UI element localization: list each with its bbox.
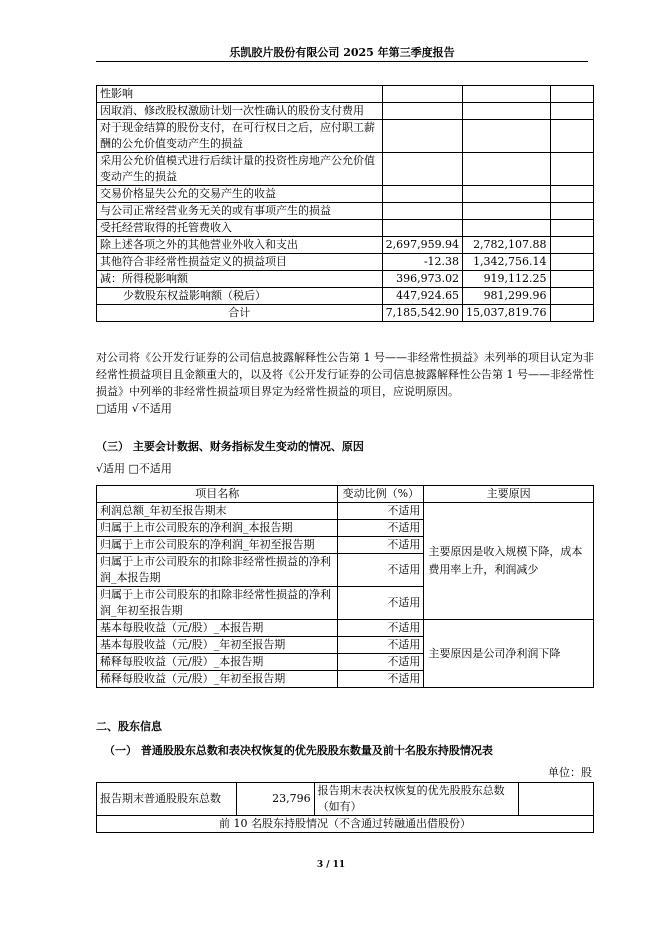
note-applicable: □适用 √不适用 — [96, 402, 172, 415]
item-label: 除上述各项之外的其他营业外收入和支出 — [97, 237, 383, 254]
item-label: 合计 — [97, 305, 383, 322]
ytd-value — [463, 153, 550, 186]
table-row — [97, 86, 594, 103]
ytd-value — [463, 86, 550, 103]
ytd-value — [463, 203, 550, 220]
table-row — [97, 254, 594, 271]
table-row — [97, 103, 594, 120]
page-number: 3 / 11 — [316, 860, 346, 870]
preferred-shareholders-label: 报告期末表决权恢复的优先股股东总数（如有） — [314, 783, 519, 816]
note-cell — [550, 288, 593, 305]
change-ratio: 不适用 — [338, 587, 424, 620]
ytd-value: 1,342,756.14 — [463, 254, 550, 271]
table-row — [97, 271, 594, 288]
ytd-value: 919,112.25 — [463, 271, 550, 288]
top10-caption: 前 10 名股东持股情况（不含通过转融通出借股份） — [97, 816, 594, 833]
note-cell — [550, 186, 593, 203]
item-label: 采用公允价值模式进行后续计量的投资性房地产公允价值变动产生的损益 — [97, 153, 383, 186]
col-header: 变动比例（%） — [338, 486, 424, 503]
current-value — [382, 86, 462, 103]
item-label: 受托经营取得的托管费收入 — [97, 220, 383, 237]
change-ratio: 不适用 — [338, 520, 424, 537]
note-cell — [550, 271, 593, 288]
item-name: 归属于上市公司股东的净利润_本报告期 — [97, 520, 338, 537]
table-row — [97, 220, 594, 237]
table-row — [97, 120, 594, 153]
change-ratio: 不适用 — [338, 503, 424, 520]
change-ratio: 不适用 — [338, 537, 424, 554]
note-cell — [550, 237, 593, 254]
item-name: 利润总额_年初至报告期末 — [97, 503, 338, 520]
note-cell — [550, 103, 593, 120]
table-row — [97, 620, 594, 637]
current-value: 396,973.02 — [382, 271, 462, 288]
item-label: 其他符合非经常性损益定义的损益项目 — [97, 254, 383, 271]
col-header: 主要原因 — [424, 486, 594, 503]
item-name: 归属于上市公司股东的净利润_年初至报告期 — [97, 537, 338, 554]
page-header: 乐凯胶片股份有限公司 2025 年第三季度报告 — [229, 46, 455, 59]
total-shareholders-label: 报告期末普通股股东总数 — [97, 783, 237, 816]
unit-label: 单位：股 — [548, 766, 592, 779]
item-label: 因取消、修改股权激励计划一次性确认的股份支付费用 — [97, 103, 383, 120]
note-cell — [550, 254, 593, 271]
table-row — [97, 186, 594, 203]
ytd-value: 2,782,107.88 — [463, 237, 550, 254]
item-label: 交易价格显失公允的交易产生的收益 — [97, 186, 383, 203]
item-name: 稀释每股收益（元/股）_本报告期 — [97, 654, 338, 671]
table-row — [97, 783, 594, 816]
note-cell — [550, 86, 593, 103]
table-row — [97, 503, 594, 520]
ytd-value — [463, 103, 550, 120]
non-recurring-items-table — [96, 85, 594, 322]
shareholders-subheading: （一） 普通股股东总数和表决权恢复的优先股股东数量及前十名股东持股情况表 — [104, 744, 493, 757]
table-row — [97, 237, 594, 254]
ytd-value: 15,037,819.76 — [463, 305, 550, 322]
note-cell — [550, 153, 593, 186]
table-row — [97, 816, 594, 833]
current-value: 7,185,542.90 — [382, 305, 462, 322]
item-name: 稀释每股收益（元/股）_年初至报告期 — [97, 671, 338, 688]
change-ratio: 不适用 — [338, 620, 424, 637]
item-label: 少数股东权益影响额（税后） — [97, 288, 383, 305]
table-header-row — [97, 486, 594, 503]
item-label: 减：所得税影响额 — [97, 271, 383, 288]
col-header: 项目名称 — [97, 486, 338, 503]
main-reason: 主要原因是公司净利润下降 — [424, 620, 594, 688]
shareholders-heading: 二、股东信息 — [96, 720, 162, 733]
current-value: -12.38 — [382, 254, 462, 271]
note-cell — [550, 220, 593, 237]
ytd-value: 981,299.96 — [463, 288, 550, 305]
current-value — [382, 186, 462, 203]
note-cell — [550, 120, 593, 153]
section3-applicable: √适用 □不适用 — [96, 462, 172, 475]
shareholder-count-table — [96, 782, 594, 833]
current-value — [382, 153, 462, 186]
header-rule — [96, 61, 588, 62]
current-value — [382, 203, 462, 220]
current-value — [382, 220, 462, 237]
ytd-value — [463, 186, 550, 203]
note-cell — [550, 203, 593, 220]
total-shareholders-value: 23,796 — [236, 783, 314, 816]
change-reasons-table — [96, 485, 594, 688]
item-name: 基本每股收益（元/股）_年初至报告期 — [97, 637, 338, 654]
item-label: 对于现金结算的股份支付，在可行权日之后，应付职工薪酬的公允价值变动产生的损益 — [97, 120, 383, 153]
ytd-value — [463, 120, 550, 153]
main-reason: 主要原因是收入规模下降，成本费用率上升，利润减少 — [424, 503, 594, 620]
ytd-value — [463, 220, 550, 237]
current-value — [382, 103, 462, 120]
note-cell — [550, 305, 593, 322]
note-paragraph: 对公司将《公开发行证券的公司信息披露解释性公告第 1 号——非经常性损益》未列举的项目认定为非经常性损益项目且金额重大的，以及将《公开发行证券的公司信息披露解释性公告第 1 号——非经常性损益》中列举的非经常性损益项目界定为经常性损益的项目，应说明原因。 — [96, 351, 594, 398]
change-ratio: 不适用 — [338, 554, 424, 587]
change-ratio: 不适用 — [338, 654, 424, 671]
item-label: 性影响 — [97, 86, 383, 103]
preferred-shareholders-value — [519, 783, 594, 816]
item-label: 与公司正常经营业务无关的或有事项产生的损益 — [97, 203, 383, 220]
current-value — [382, 120, 462, 153]
change-ratio: 不适用 — [338, 637, 424, 654]
item-name: 归属于上市公司股东的扣除非经常性损益的净利润_本报告期 — [97, 554, 338, 587]
change-ratio: 不适用 — [338, 671, 424, 688]
table-row — [97, 203, 594, 220]
table-row-total — [97, 305, 594, 322]
table-row — [97, 288, 594, 305]
section3-heading: （三） 主要会计数据、财务指标发生变动的情况、原因 — [96, 440, 364, 453]
current-value: 2,697,959.94 — [382, 237, 462, 254]
table-row — [97, 153, 594, 186]
item-name: 归属于上市公司股东的扣除非经常性损益的净利润_年初至报告期 — [97, 587, 338, 620]
item-name: 基本每股收益（元/股）_本报告期 — [97, 620, 338, 637]
current-value: 447,924.65 — [382, 288, 462, 305]
